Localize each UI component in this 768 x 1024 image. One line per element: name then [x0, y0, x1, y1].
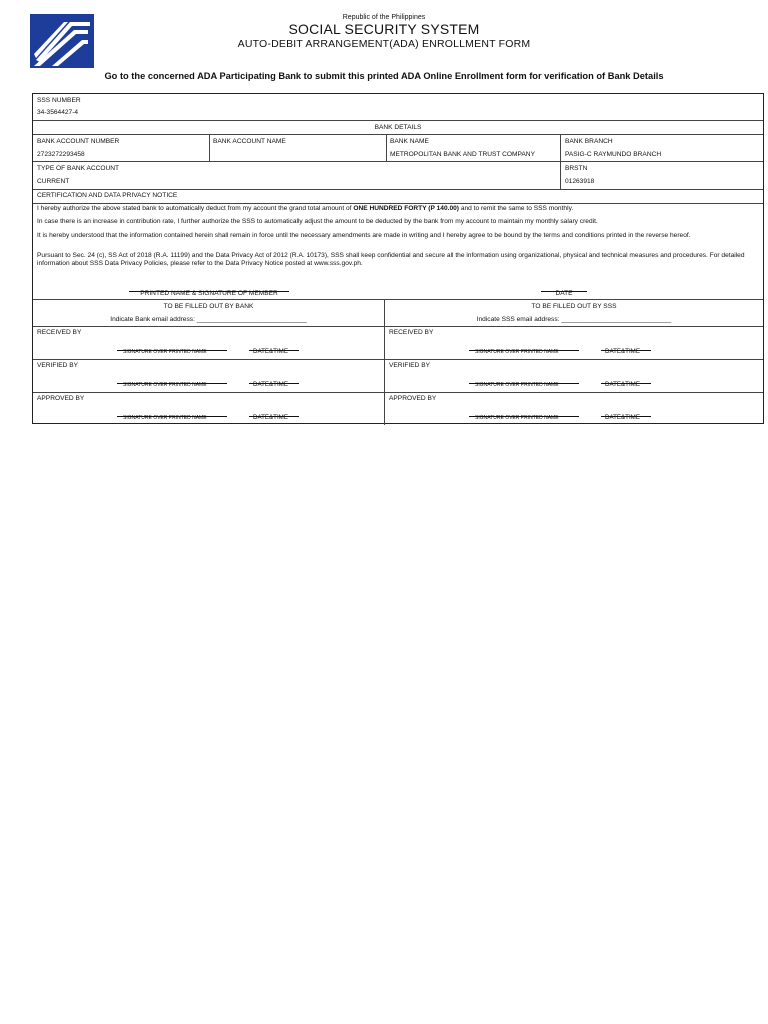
bank-account-number-value: 2723272293458	[37, 151, 85, 158]
bank-section-title: TO BE FILLED OUT BY BANK	[163, 303, 254, 310]
instruction-text: Go to the concerned ADA Participating Bank to submit this printed ADA Online Enrollment form for verification of Bank Details	[104, 71, 664, 81]
bank-name-label: BANK NAME	[390, 138, 429, 145]
sss-number-value: 34-3564427-4	[37, 109, 79, 116]
signature-label: SIGNATURE OVER PRINTED NAME	[123, 415, 207, 421]
member-signature-label: PRINTED NAME & SIGNATURE OF MEMBER	[140, 290, 278, 297]
republic-label: Republic of the Philippines	[342, 14, 426, 21]
divider	[33, 161, 763, 162]
divider	[209, 134, 210, 161]
rate-adjustment-paragraph: In case there is an increase in contribution rate, I further authorize the SSS to automatically adjust the amount to be deducted by the bank from my account to maintain my monthly salary credit.	[37, 218, 598, 225]
divider	[33, 203, 763, 204]
bank-details-heading: BANK DETAILS	[374, 124, 422, 131]
authorization-paragraph: I hereby authorize the above stated bank to automatically deduct from my account the grand total amount of ONE HUNDRED FORTY (P 140.00) and to remit the same to SSS monthly.	[37, 205, 574, 212]
datetime-label: DATE&TIME	[605, 348, 640, 355]
bank-verified-by-label: VERIFIED BY	[37, 362, 79, 369]
datetime-label: DATE&TIME	[253, 381, 288, 388]
ada-enrollment-form	[32, 93, 764, 424]
bank-received-by-label: RECEIVED BY	[37, 329, 82, 336]
divider	[33, 392, 763, 393]
sss-number-label: SSS NUMBER	[37, 97, 81, 104]
bank-branch-value: PASIG-C RAYMUNDO BRANCH	[565, 151, 662, 158]
sss-received-by-label: RECEIVED BY	[389, 329, 434, 336]
certification-heading: CERTIFICATION AND DATA PRIVACY NOTICE	[37, 192, 178, 199]
datetime-label: DATE&TIME	[605, 414, 640, 421]
signature-label: SIGNATURE OVER PRINTED NAME	[123, 382, 207, 388]
bank-approved-by-label: APPROVED BY	[37, 395, 85, 402]
terms-paragraph: It is hereby understood that the information contained herein shall remain in force until the necessary amendments are made in writing and I hereby agree to be bound by the terms and conditions printed in the reverse hereof.	[37, 232, 691, 239]
bank-account-name-label: BANK ACCOUNT NAME	[213, 138, 286, 145]
form-title: AUTO-DEBIT ARRANGEMENT(ADA) ENROLLMENT FORM	[237, 38, 531, 50]
datetime-label: DATE&TIME	[605, 381, 640, 388]
divider	[560, 134, 561, 189]
sss-verified-by-label: VERIFIED BY	[389, 362, 431, 369]
bank-branch-label: BANK BRANCH	[565, 138, 613, 145]
divider	[33, 134, 763, 135]
divider	[386, 134, 387, 161]
sss-email-field[interactable]: Indicate SSS email address: ______________________________	[476, 316, 672, 323]
sss-section-title: TO BE FILLED OUT BY SSS	[531, 303, 617, 310]
datetime-label: DATE&TIME	[253, 414, 288, 421]
brstn-value: 01263918	[565, 178, 595, 185]
divider	[33, 189, 763, 190]
signature-label: SIGNATURE OVER PRINTED NAME	[475, 415, 559, 421]
account-type-value: CURRENT	[37, 178, 70, 185]
member-date-label: DATE	[555, 290, 573, 297]
divider	[33, 359, 763, 360]
contribution-amount: ONE HUNDRED FORTY (P 140.00)	[353, 205, 459, 212]
datetime-label: DATE&TIME	[253, 348, 288, 355]
bank-account-number-label: BANK ACCOUNT NUMBER	[37, 138, 120, 145]
sss-approved-by-label: APPROVED BY	[389, 395, 437, 402]
account-type-label: TYPE OF BANK ACCOUNT	[37, 165, 120, 172]
divider	[33, 299, 763, 300]
bank-name-value: METROPOLITAN BANK AND TRUST COMPANY	[390, 151, 535, 158]
signature-label: SIGNATURE OVER PRINTED NAME	[475, 382, 559, 388]
signature-label: SIGNATURE OVER PRINTED NAME	[475, 349, 559, 355]
signature-label: SIGNATURE OVER PRINTED NAME	[123, 349, 207, 355]
data-privacy-paragraph: Pursuant to Sec. 24 (c), SS Act of 2018 (R.A. 11199) and the Data Privacy Act of 2012 (R.A. 10173), SSS shall keep confidential and secure all the information using organizational, physical and technical measures and procedures. For detailed information about SSS Data Privacy Policies, please refer to the Data Privacy Notice posted at www.sss.gov.ph.	[37, 252, 745, 267]
divider	[33, 120, 763, 121]
brstn-label: BRSTN	[565, 165, 588, 172]
agency-title: SOCIAL SECURITY SYSTEM	[288, 21, 480, 37]
bank-email-field[interactable]: Indicate Bank email address: ______________________________	[110, 316, 307, 323]
divider	[33, 326, 763, 327]
